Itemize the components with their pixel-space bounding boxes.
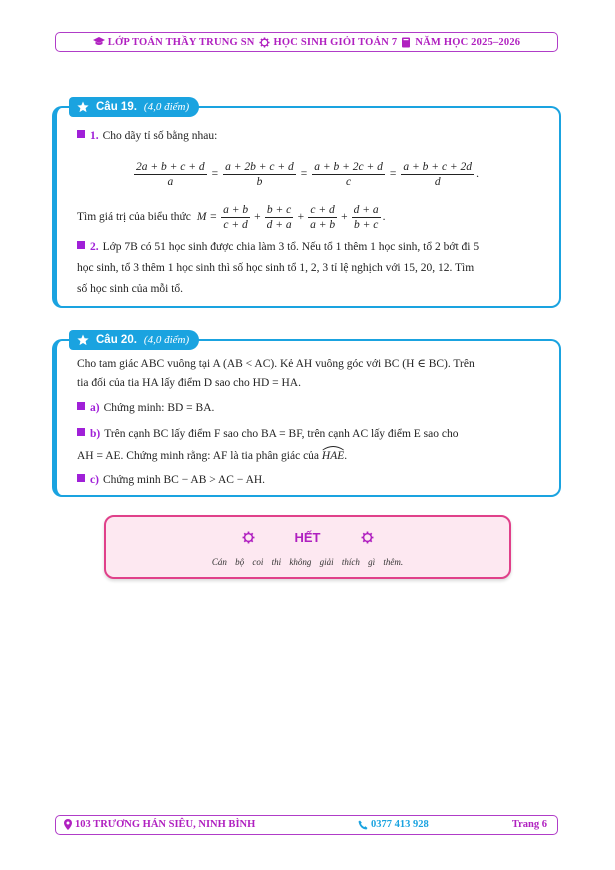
header-school-year: NĂM HỌC 2025–2026 — [415, 36, 521, 48]
header-class-name: LỚP TOÁN THẦY TRUNG SN — [107, 36, 255, 48]
q20-intro-line2: tia đối của tia HA lấy điểm D sao cho HD = HA. — [77, 377, 301, 389]
q19-part2-line3: số học sinh của mỗi tổ. — [77, 283, 184, 295]
footer-address — [64, 819, 255, 830]
question-20-points: (4,0 điểm) — [143, 334, 190, 346]
q20-b-label: b) — [90, 428, 101, 440]
question-20-tag — [69, 330, 199, 350]
end-title-row — [106, 530, 509, 545]
page-footer — [55, 815, 558, 835]
bullet-square — [77, 241, 85, 249]
bullet-square — [77, 428, 85, 436]
q19-part2-text: Lớp 7B có 51 học sinh được chia làm 3 tổ. Nếu tổ 1 thêm 1 học sinh, tổ 2 bớt đi 5 — [102, 241, 480, 253]
q19-part2-line2: học sinh, tổ 3 thêm 1 học sinh thì số học sinh tổ 1, 2, 3 tỉ lệ nghịch với 15, 20, 12. Tìm — [77, 262, 475, 274]
question-19-points: (4,0 điểm) — [143, 101, 190, 113]
gear-icon — [259, 37, 270, 48]
eq-fraction-3: $\frac{a + b + 2c + d}{c}$ — [314, 161, 383, 188]
eq-sign: = — [300, 168, 308, 180]
plus-sign: + — [341, 211, 348, 223]
footer-phone-text: 0377 413 928 — [371, 819, 429, 830]
q19-m-lhs: M = — [196, 211, 218, 223]
plus-sign: + — [297, 211, 305, 223]
bullet-square — [77, 474, 85, 482]
q20-part-b-line2 — [77, 446, 347, 465]
q20-part-c — [77, 472, 265, 489]
eq-fraction-4: $\frac{a + b + c + 2d}{d}$ — [403, 161, 473, 188]
end-title: HẾT — [294, 530, 321, 545]
q19-part1-label: 1. — [90, 130, 99, 142]
footer-phone — [358, 819, 429, 830]
q19-part2-line1 — [77, 239, 479, 256]
phone-icon — [358, 820, 368, 830]
graduation-cap-icon — [93, 37, 105, 47]
m-fraction-3: $\frac{c + d}{a + b}$ — [310, 204, 336, 231]
q19-m-expression — [77, 203, 386, 232]
question-20-title: Câu 20. — [96, 334, 137, 346]
gear-icon — [242, 531, 255, 544]
bullet-square — [77, 402, 85, 410]
header-exam-name: HỌC SINH GIỎI TOÁN 7 — [273, 36, 398, 48]
gear-icon — [361, 531, 374, 544]
question-19-tag — [69, 97, 199, 117]
eq-fraction-1: $\frac{2a + b + c + d}{a}$ — [136, 161, 205, 188]
q19-part1-text: Cho dãy tỉ số bằng nhau: — [102, 130, 218, 142]
q20-c-text: Chứng minh BC − AB > AC − AH. — [102, 474, 266, 486]
m-end: . — [382, 211, 386, 223]
bullet-square — [77, 130, 85, 138]
star-icon — [77, 334, 89, 346]
book-icon — [401, 37, 411, 48]
q20-c-label: c) — [90, 474, 99, 486]
angle-hat-icon — [322, 445, 344, 451]
q20-a-label: a) — [90, 402, 100, 414]
eq-sign: = — [389, 168, 397, 180]
q20-intro-line1: Cho tam giác ABC vuông tại A (AB < AC). Kẻ AH vuông góc với BC (H ∈ BC). Trên — [77, 358, 475, 370]
page-header — [55, 32, 558, 52]
m-fraction-1: $\frac{a + b}{c + d}$ — [223, 204, 249, 231]
q20-angle-hae: HAE — [321, 450, 345, 462]
q19-part2-label: 2. — [90, 241, 99, 253]
map-pin-icon — [64, 819, 72, 830]
star-icon — [77, 101, 89, 113]
q20-b-line2-end: . — [344, 450, 348, 462]
question-19-title: Câu 19. — [96, 101, 137, 113]
q20-b-text: Trên cạnh BC lấy điểm F sao cho BA = BF, trên cạnh AC lấy điểm E sao cho — [104, 428, 459, 440]
q20-part-b-line1 — [77, 426, 459, 443]
q19-part1 — [77, 128, 217, 145]
m-fraction-4: $\frac{d + a}{b + c}$ — [353, 204, 379, 231]
end-note: Cán bộ coi thi không giải thích gì thêm. — [211, 557, 404, 567]
end-box — [104, 515, 511, 579]
q19-m-intro: Tìm giá trị của biểu thức — [77, 211, 191, 223]
m-fraction-2: $\frac{b + c}{d + a}$ — [266, 204, 292, 231]
q20-b-line2-text: AH = AE. Chứng minh rằng: AF là tia phân giác của — [77, 450, 320, 462]
eq-sign: = — [211, 168, 219, 180]
q20-a-text: Chứng minh: BD = BA. — [103, 402, 215, 414]
eq-fraction-2: $\frac{a + 2b + c + d}{b}$ — [225, 161, 294, 188]
footer-page-number: Trang 6 — [511, 819, 547, 830]
q19-equation — [132, 160, 479, 189]
footer-address-text: 103 TRƯƠNG HÁN SIÊU, NINH BÌNH — [75, 819, 256, 830]
eq-end: . — [476, 168, 479, 180]
q20-part-a — [77, 400, 214, 417]
plus-sign: + — [254, 211, 261, 223]
